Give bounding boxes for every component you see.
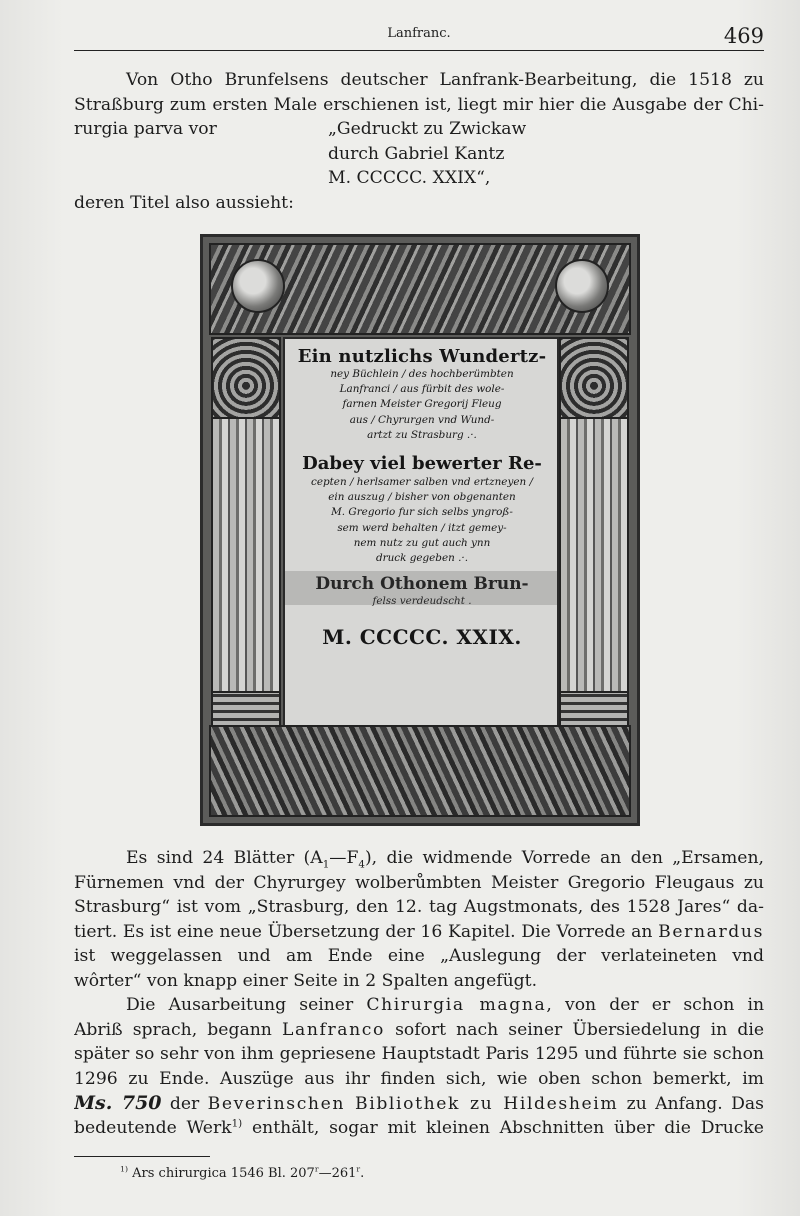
imprint-line-3: M. CCCCC. XXIX“, bbox=[328, 168, 491, 188]
woodcut-title-page bbox=[200, 234, 640, 826]
p1-line-1-a: Es sind 24 Blätter (A bbox=[126, 848, 323, 868]
running-title: Lanfranc. bbox=[387, 26, 451, 41]
page-number: 469 bbox=[723, 24, 764, 48]
p2-line-2-a: Abriß sprach, begann bbox=[74, 1019, 282, 1040]
running-head bbox=[74, 24, 764, 52]
p2-line-5 bbox=[74, 1091, 764, 1116]
p2-line-1-c: , von der er schon in bbox=[546, 995, 764, 1015]
title-block-2-line-5: sem werd behalten / itzt gemey- bbox=[337, 521, 507, 534]
title-block-3-line-1: Durch Othonem Brun- bbox=[315, 574, 529, 595]
sphere-ornament-icon bbox=[555, 259, 609, 313]
title-block-1-line-6: artzt zu Strasburg .·. bbox=[367, 428, 477, 441]
footnote-sup: r bbox=[356, 1164, 361, 1174]
p2-line-2-name: Lanfranco bbox=[281, 1019, 385, 1040]
title-year: M. CCCCC. XXIX. bbox=[322, 625, 522, 650]
title-block-1-line-4: farnen Meister Gregorij Fleug bbox=[342, 398, 502, 411]
footnote-number: 1) bbox=[120, 1164, 129, 1174]
intro-line-3 bbox=[74, 117, 764, 142]
footnote-rule bbox=[74, 1156, 210, 1157]
column-capital bbox=[559, 337, 629, 419]
p2-line-5-d: zu Anfang. Das bbox=[626, 1094, 764, 1114]
p2-line-3: später so sehr von ihm gepriesene Hauptstadt Paris 1295 und führte sie schon bbox=[74, 1044, 764, 1064]
right-column-ornament bbox=[559, 337, 629, 731]
p1-line-1 bbox=[74, 846, 764, 871]
intro-line-2: Straßburg zum ersten Male erschienen ist, liegt mir hier die Ausgabe der Chi- bbox=[74, 94, 764, 115]
title-block-1-line-5: aus / Chyrurgen vnd Wund- bbox=[349, 413, 495, 426]
column-capital bbox=[211, 337, 281, 419]
footnote bbox=[120, 1166, 364, 1181]
left-column-ornament bbox=[211, 337, 281, 731]
p1-line-2: Fürnemen vnd der Chyrurgey wolberůmbten Meister Gregorio Fleugaus zu bbox=[74, 872, 764, 893]
title-block-1-line-2: ney Büchlein / des hochberümbten bbox=[330, 368, 514, 380]
p2-line-4: 1296 zu Ende. Auszüge aus ihr finden sich, wie oben schon bemerkt, im bbox=[74, 1068, 764, 1089]
p2-line-1-title: Chirurgia magna bbox=[366, 995, 547, 1015]
p1-line-5: ist weggelassen und am Ende eine „Auslegung der verlateineten vnd bbox=[74, 946, 764, 966]
title-block-1-line-1: Ein nutzlichs Wundertz- bbox=[297, 346, 547, 367]
p2-line-5-b: der bbox=[161, 1094, 208, 1114]
footnote-text-c: . bbox=[360, 1166, 365, 1181]
p1-line-3: Strasburg“ ist vom „Strasburg, den 12. tag Augstmonats, des 1528 Jares“ da- bbox=[74, 897, 764, 917]
intro-paragraph bbox=[74, 68, 764, 215]
p2-line-6 bbox=[74, 1116, 764, 1141]
p2-line-1-a: Die Ausarbeitung seiner bbox=[126, 995, 367, 1015]
ornamental-bottom-band bbox=[209, 725, 631, 817]
p2-line-6-c: enthält, sogar mit kleinen Abschnitten über die Drucke bbox=[242, 1117, 764, 1138]
title-block-2-line-1: Dabey viel bewerter Re- bbox=[302, 453, 542, 475]
p1-line-4-a: tiert. Es ist eine neue Übersetzung der 16 Kapitel. Die Vorrede an bbox=[74, 921, 659, 942]
p1-line-4 bbox=[74, 920, 764, 945]
title-panel bbox=[283, 337, 559, 731]
footnote-text-a: Ars chirurgica 1546 Bl. 207 bbox=[128, 1166, 315, 1181]
title-block-2-line-2: cepten / herlsamer salben vnd ertzneyen / bbox=[311, 476, 533, 489]
p1-line-6: wôrter“ von knapp einer Seite in 2 Spalten angefügt. bbox=[74, 970, 538, 991]
paragraph-1 bbox=[74, 846, 764, 993]
p2-line-6-a: bedeutende Werk bbox=[74, 1117, 232, 1138]
p1-line-4-name: Bernardus bbox=[658, 921, 764, 942]
footnote-text-b: —261 bbox=[318, 1166, 357, 1181]
p2-line-2 bbox=[74, 1018, 764, 1043]
imprint-line-2: durch Gabriel Kantz bbox=[328, 143, 505, 164]
title-block-2-line-4: M. Gregorio fur sich selbs yngroß- bbox=[331, 506, 513, 519]
title-block-3-line-2: felss verdeudscht . bbox=[372, 595, 472, 608]
title-block-1-line-3: Lanfranci / aus fürbit des wole- bbox=[339, 383, 505, 396]
imprint-line-1: „Gedruckt zu Zwickaw bbox=[328, 119, 527, 139]
ornamental-top-band bbox=[209, 243, 631, 335]
p2-line-1 bbox=[74, 993, 764, 1018]
p2-line-2-c: sofort nach seiner Übersiedelung in die bbox=[384, 1019, 764, 1040]
footnote-sup: r bbox=[314, 1164, 319, 1174]
p1-line-1-c: ), die widmende Vorrede an den „Ersamen, bbox=[364, 848, 764, 868]
intro-line-after: deren Titel also aussieht: bbox=[74, 192, 294, 213]
paragraph-2 bbox=[74, 993, 764, 1140]
print-smudge bbox=[285, 571, 557, 605]
title-block-2-line-7: druck gegeben .·. bbox=[375, 552, 469, 565]
sub-index: 4 bbox=[358, 858, 365, 871]
header-rule bbox=[74, 50, 764, 51]
title-block-2-line-6: nem nutz zu gut auch ynn bbox=[353, 536, 491, 549]
p1-line-1-b: —F bbox=[329, 848, 359, 868]
sub-index: 1 bbox=[322, 858, 330, 871]
intro-line-1: Von Otho Brunfelsens deutscher Lanfrank-Bearbeitung, die 1518 zu bbox=[126, 70, 764, 90]
sphere-ornament-icon bbox=[231, 259, 285, 313]
p2-line-5-library: Beverinschen Bibliothek zu Hildesheim bbox=[207, 1094, 619, 1114]
title-block-2-line-3: ein auszug / bisher von obgenanten bbox=[328, 491, 516, 504]
footnote-marker[interactable]: 1) bbox=[231, 1116, 243, 1129]
manuscript-ref: Ms. 750 bbox=[74, 1092, 162, 1114]
intro-line-3-prefix: rurgia parva vor bbox=[74, 119, 217, 139]
